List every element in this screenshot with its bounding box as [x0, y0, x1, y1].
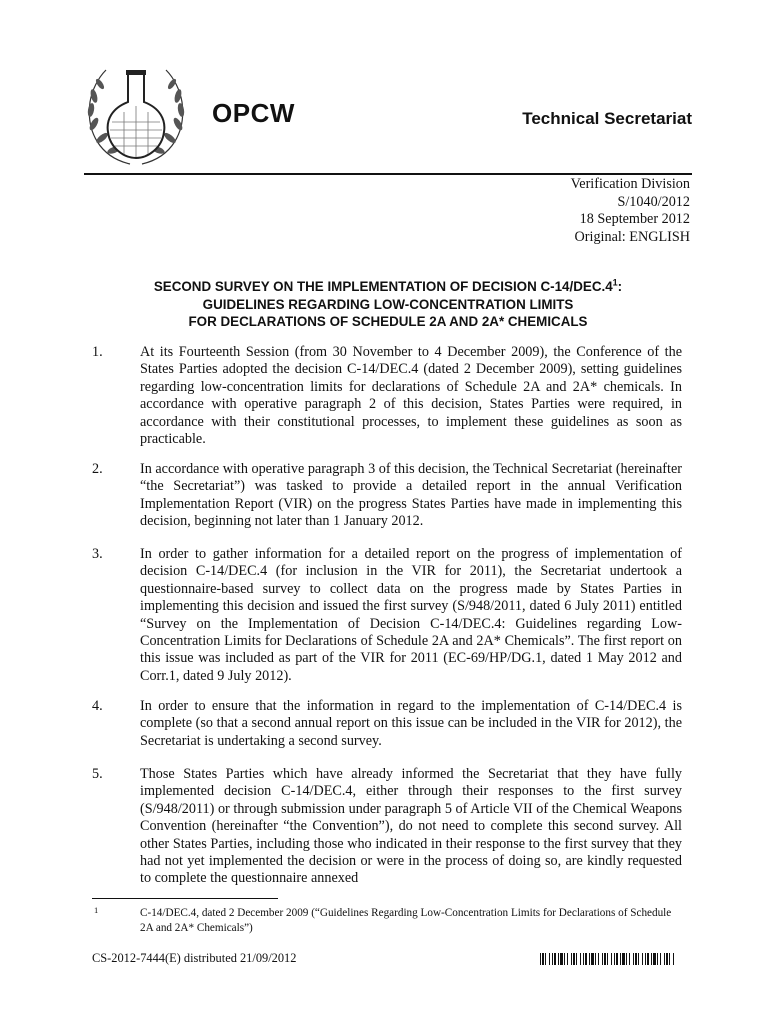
footnote-text: C-14/DEC.4, dated 2 December 2009 (“Guidelines Regarding Low-Concentration Limits for Declarations of Schedule 2A and 2A* Chemicals”): [140, 907, 672, 935]
paragraph-number: 3.: [92, 546, 103, 562]
title-line-1: SECOND SURVEY ON THE IMPLEMENTATION OF DECISION $C-14/DEC.4^1$:: [153, 277, 623, 294]
division: Verification Division: [570, 176, 690, 192]
paragraph-text: In order to ensure that the information in regard to the implementation of C-14/DEC.4 is complete (so that a second annual report on this issue can be included in the VIR for 2012), the Secretariat is undertaking a second survey.: [140, 698, 682, 749]
paragraph-number: 4.: [92, 698, 103, 714]
paragraph-number: 5.: [92, 766, 103, 782]
paragraph-number: 1.: [92, 344, 103, 360]
footnote-ref: 1: [612, 277, 618, 288]
reference-number: S/1040/2012: [617, 193, 690, 210]
footnote-rule: [92, 898, 278, 899]
paragraph-text: In accordance with operative paragraph 3 of this decision, the Technical Secretariat (hereinafter “the Secretariat”) was tasked to provide a detailed report in the annual Verification Implementation Report (VIR) on the progress States Parties have made in implementing this decision, beginning not later than 1 January 2012.: [140, 461, 682, 530]
secretariat-name: Technical Secretariat: [522, 109, 692, 128]
barcode-icon: [540, 953, 676, 965]
title-line-2: GUIDELINES REGARDING LOW-CONCENTRATION LIMITS: [202, 296, 574, 312]
document-title: [84, 278, 692, 331]
title-line-3: FOR DECLARATIONS OF SCHEDULE 2A AND 2A* CHEMICALS: [188, 314, 588, 329]
paragraph-text: In order to gather information for a detailed report on the progress of implementation of decision C-14/DEC.4 (for inclusion in the VIR for 2011), the Secretariat undertook a questionnaire-based survey to collect data on the progress made by States Parties in implementing this decision and issued the first survey (S/948/2011, dated 6 July 2011) entitled “Survey on the Implementation of Decision C-14/DEC.4: Guidelines regarding Low-Concentration Limits for Declarations of Schedule 2A and 2A* Chemicals”. The first report on this issue was included as part of the VIR for 2011 (EC-69/HP/DG.1, dated 1 May 2012 and Corr.1, dated 9 July 2012).: [140, 546, 682, 684]
footnote-number: 1: [94, 905, 99, 915]
paragraph-number: 2.: [92, 461, 103, 477]
org-name: OPCW: [212, 98, 295, 128]
distribution-line: CS-2012-7444(E) distributed 21/09/2012: [92, 951, 297, 965]
opcw-emblem-icon: [80, 62, 192, 170]
document-meta: [571, 176, 690, 246]
document-date: 18 September 2012: [579, 211, 690, 228]
original-language: Original: ENGLISH: [574, 228, 690, 245]
paragraph-text: Those States Parties which have already informed the Secretariat that they have fully implemented decision C-14/DEC.4, either through their responses to the first survey (S/948/2011) or through submission under paragraph 5 of Article VII of the Chemical Weapons Convention (hereinafter “the Convention”), do not need to complete this second survey. All other States Parties, including those who indicated in their response to the first survey that they had not yet implemented the decision or were in the process of doing so, are kindly requested to complete the questionnaire annexed: [140, 766, 682, 887]
header-rule: [84, 173, 692, 175]
paragraph-text: At its Fourteenth Session (from 30 November to 4 December 2009), the Conference of the States Parties adopted the decision C-14/DEC.4 (dated 2 December 2009), setting guidelines regarding low-concentration limits for declarations of Schedule 2A and 2A* chemicals. In accordance with operative paragraph 2 of this decision, States Parties were required, in accordance with their constitutional processes, to implement these guidelines as soon as practicable.: [140, 344, 682, 448]
